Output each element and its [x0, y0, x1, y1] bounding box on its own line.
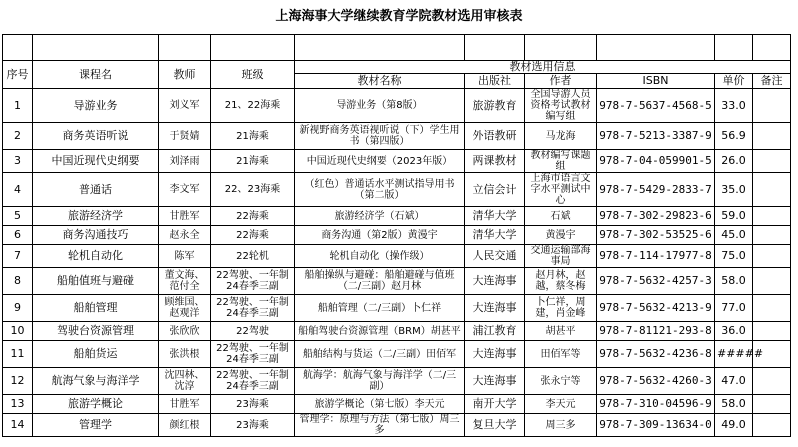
cell-class[interactable]: 22驾驶、一年制24春季三副 — [211, 268, 295, 295]
cell-course[interactable]: 轮机自动化 — [33, 245, 159, 268]
cell-author[interactable]: 赵月林，赵越，蔡冬梅 — [525, 268, 597, 295]
cell-teacher[interactable]: 刘泽雨 — [159, 150, 211, 173]
sheet-title: 上海海事大学继续教育学院教材选用审核表 — [275, 9, 523, 24]
cell-price[interactable]: 33.0 — [715, 89, 753, 123]
cell-book[interactable]: 船舶结构与货运（二/三副）田佰军 — [295, 341, 465, 368]
cell-note[interactable] — [753, 245, 791, 268]
cell-note[interactable] — [753, 268, 791, 295]
table-row — [3, 368, 791, 395]
cell-price[interactable]: 26.0 — [715, 150, 753, 173]
cell-price[interactable]: 75.0 — [715, 245, 753, 268]
cell-author[interactable]: 卜仁祥，周建，肖金峰 — [525, 295, 597, 322]
cell-teacher[interactable]: 刘义军 — [159, 89, 211, 123]
cell-class[interactable]: 21、22海乘 — [211, 89, 295, 123]
cell-author[interactable]: 胡甚平 — [525, 322, 597, 341]
table-row — [3, 123, 791, 150]
cell-isbn[interactable]: 978-7-81121-293-8 — [597, 322, 715, 341]
cell-class[interactable]: 23海乘 — [211, 395, 295, 414]
cell[interactable] — [3, 35, 33, 61]
cell-price[interactable]: 77.0 — [715, 295, 753, 322]
cell-note[interactable] — [753, 207, 791, 226]
table-row — [3, 341, 791, 368]
cell-teacher[interactable]: 沈四林、沈淳 — [159, 368, 211, 395]
cell-author[interactable]: 李天元 — [525, 395, 597, 414]
header-publisher[interactable]: 出版社 — [465, 74, 525, 89]
cell-class[interactable]: 22驾驶、一年制24春季三副 — [211, 295, 295, 322]
table-row — [3, 226, 791, 245]
cell-price[interactable]: 35.0 — [715, 173, 753, 207]
cell-teacher[interactable]: 颜红根 — [159, 414, 211, 437]
cell-price[interactable]: 58.0 — [715, 268, 753, 295]
cell-book[interactable]: 管理学：原理与方法（第七版）周三多 — [295, 414, 465, 437]
cell-publisher[interactable]: 大连海事 — [465, 341, 525, 368]
table-row — [3, 245, 791, 268]
cell-seq[interactable]: 1 — [3, 89, 33, 123]
cell-publisher[interactable]: 大连海事 — [465, 368, 525, 395]
cell-author[interactable]: 上海市语言文字水平测试中心 — [525, 173, 597, 207]
cell-teacher[interactable]: 赵永全 — [159, 226, 211, 245]
review-table — [2, 34, 791, 437]
cell-price[interactable]: 56.9 — [715, 123, 753, 150]
cell-isbn[interactable]: 978-7-5429-2833-7 — [597, 173, 715, 207]
cell-seq[interactable]: 9 — [3, 295, 33, 322]
header-course[interactable]: 课程名 — [33, 61, 159, 89]
cell-course[interactable]: 商务沟通技巧 — [33, 226, 159, 245]
cell-book[interactable]: 中国近现代史纲要（2023年版） — [295, 150, 465, 173]
cell-book[interactable]: 船舶驾驶台资源管理（BRM）胡甚平 — [295, 322, 465, 341]
cell[interactable] — [715, 35, 753, 61]
cell-book[interactable]: 导游业务（第8版） — [295, 89, 465, 123]
cell-price[interactable]: 58.0 — [715, 395, 753, 414]
cell-author[interactable]: 交通运输部海事局 — [525, 245, 597, 268]
cell-note[interactable] — [753, 414, 791, 437]
table-row — [3, 268, 791, 295]
cell-isbn[interactable]: 978-7-5632-4257-3 — [597, 268, 715, 295]
cell-seq[interactable]: 4 — [3, 173, 33, 207]
cell-isbn[interactable]: 978-7-5632-4213-9 — [597, 295, 715, 322]
cell-publisher[interactable]: 浦江教育 — [465, 322, 525, 341]
cell-class[interactable]: 22驾驶 — [211, 322, 295, 341]
cell-publisher[interactable]: 大连海事 — [465, 295, 525, 322]
cell-book[interactable]: 新视野商务英语视听说（下）学生用书（第四版） — [295, 123, 465, 150]
cell-seq[interactable]: 8 — [3, 268, 33, 295]
cell-author[interactable]: 马龙海 — [525, 123, 597, 150]
table-row — [3, 207, 791, 226]
cell-price[interactable]: 45.0 — [715, 226, 753, 245]
cell[interactable] — [753, 35, 791, 61]
cell-book[interactable]: 航海学：航海气象与海洋学（二/三副） — [295, 368, 465, 395]
cell-seq[interactable]: 10 — [3, 322, 33, 341]
table-row — [3, 150, 791, 173]
cell-class[interactable]: 21海乘 — [211, 150, 295, 173]
cell[interactable] — [159, 35, 211, 61]
cell-price[interactable]: 47.0 — [715, 368, 753, 395]
cell-author[interactable]: 田佰军等 — [525, 341, 597, 368]
cell-publisher[interactable]: 立信会计 — [465, 173, 525, 207]
table-row — [3, 295, 791, 322]
header-row-1 — [3, 61, 791, 74]
cell-course[interactable]: 驾驶台资源管理 — [33, 322, 159, 341]
cell-class[interactable]: 22、23海乘 — [211, 173, 295, 207]
cell-book[interactable]: 船舶操纵与避碰：船舶避碰与值班（二/三副）赵月林 — [295, 268, 465, 295]
cell-publisher[interactable]: 两课教材 — [465, 150, 525, 173]
cell-book[interactable]: 船舶管理（二/三副）卜仁祥 — [295, 295, 465, 322]
cell-isbn[interactable]: 978-7-5632-4236-8 — [597, 341, 715, 368]
cell-course[interactable]: 船舶值班与避碰 — [33, 268, 159, 295]
cell-course[interactable]: 航海气象与海洋学 — [33, 368, 159, 395]
header-book[interactable]: 教材名称 — [295, 74, 465, 89]
cell-publisher[interactable]: 复旦大学 — [465, 414, 525, 437]
cell-author[interactable]: 全国导游人员资格考试教材编写组 — [525, 89, 597, 123]
cell-course[interactable]: 船舶货运 — [33, 341, 159, 368]
cell[interactable] — [295, 35, 465, 61]
cell-publisher[interactable]: 清华大学 — [465, 207, 525, 226]
cell-isbn[interactable]: 978-7-310-04596-9 — [597, 395, 715, 414]
table-row — [3, 89, 791, 123]
cell-price[interactable]: ##### — [715, 341, 753, 368]
table-row — [3, 395, 791, 414]
cell-isbn[interactable]: 978-7-5213-3387-9 — [597, 123, 715, 150]
cell-teacher[interactable]: 顾维国、赵观洋 — [159, 295, 211, 322]
table-row — [3, 414, 791, 437]
cell-isbn[interactable]: 978-7-309-13634-0 — [597, 414, 715, 437]
cell-price[interactable]: 36.0 — [715, 322, 753, 341]
cell-isbn[interactable]: 978-7-302-29823-6 — [597, 207, 715, 226]
cell-note[interactable] — [753, 226, 791, 245]
cell-teacher[interactable]: 甘胜军 — [159, 207, 211, 226]
cell-seq[interactable]: 12 — [3, 368, 33, 395]
cell-class[interactable]: 22海乘 — [211, 226, 295, 245]
cell-course[interactable]: 管理学 — [33, 414, 159, 437]
cell-course[interactable]: 船舶管理 — [33, 295, 159, 322]
cell-teacher[interactable]: 甘胜军 — [159, 395, 211, 414]
header-note[interactable]: 备注 — [753, 74, 791, 89]
cell-seq[interactable]: 14 — [3, 414, 33, 437]
header-class[interactable]: 班级 — [211, 61, 295, 89]
cell-author[interactable]: 石斌 — [525, 207, 597, 226]
cell[interactable] — [33, 35, 159, 61]
cell[interactable] — [525, 35, 597, 61]
table-row — [3, 173, 791, 207]
header-group[interactable]: 教材选用信息 — [295, 61, 791, 74]
cell-publisher[interactable]: 清华大学 — [465, 226, 525, 245]
cell-isbn[interactable]: 978-7-5632-4260-3 — [597, 368, 715, 395]
cell-course[interactable]: 旅游学概论 — [33, 395, 159, 414]
cell-note[interactable] — [753, 123, 791, 150]
cell-note[interactable] — [753, 322, 791, 341]
cell-seq[interactable]: 3 — [3, 150, 33, 173]
cell-isbn[interactable]: 978-7-5637-4568-5 — [597, 89, 715, 123]
cell-seq[interactable]: 13 — [3, 395, 33, 414]
cell-note[interactable] — [753, 295, 791, 322]
cell-publisher[interactable]: 外语教研 — [465, 123, 525, 150]
cell-teacher[interactable]: 董文海、范付全 — [159, 268, 211, 295]
cell[interactable] — [211, 35, 295, 61]
cell-note[interactable] — [753, 150, 791, 173]
cell-seq[interactable]: 2 — [3, 123, 33, 150]
cell-seq[interactable]: 7 — [3, 245, 33, 268]
cell-note[interactable] — [753, 368, 791, 395]
cell-author[interactable]: 教材编写课题组 — [525, 150, 597, 173]
cell-teacher[interactable]: 陈军 — [159, 245, 211, 268]
cell-class[interactable]: 22驾驶、一年制24春季三副 — [211, 341, 295, 368]
header-isbn[interactable]: ISBN — [597, 74, 715, 89]
cell-course[interactable]: 商务英语听说 — [33, 123, 159, 150]
cell-teacher[interactable]: 李文军 — [159, 173, 211, 207]
cell-course[interactable]: 中国近现代史纲要 — [33, 150, 159, 173]
cell-isbn[interactable]: 978-7-114-17977-8 — [597, 245, 715, 268]
cell-course[interactable]: 导游业务 — [33, 89, 159, 123]
cell-book[interactable]: 轮机自动化（操作级） — [295, 245, 465, 268]
cell-seq[interactable]: 6 — [3, 226, 33, 245]
cell-publisher[interactable]: 大连海事 — [465, 268, 525, 295]
cell-seq[interactable]: 11 — [3, 341, 33, 368]
cell-publisher[interactable]: 旅游教育 — [465, 89, 525, 123]
cell-class[interactable]: 22海乘 — [211, 207, 295, 226]
cell-note[interactable] — [753, 89, 791, 123]
header-author[interactable]: 作者 — [525, 74, 597, 89]
cell-class[interactable]: 22驾驶、一年制24春季三副 — [211, 368, 295, 395]
cell-class[interactable]: 22轮机 — [211, 245, 295, 268]
cell-book[interactable]: 旅游学概论（第七版）李天元 — [295, 395, 465, 414]
cell-isbn[interactable]: 978-7-302-53525-6 — [597, 226, 715, 245]
cell-book[interactable]: （红色）普通话水平测试指导用书（第二版） — [295, 173, 465, 207]
cell-note[interactable] — [753, 173, 791, 207]
header-teacher[interactable]: 教师 — [159, 61, 211, 89]
cell-publisher[interactable]: 南开大学 — [465, 395, 525, 414]
header-price[interactable]: 单价 — [715, 74, 753, 89]
cell-class[interactable]: 23海乘 — [211, 414, 295, 437]
cell-teacher[interactable]: 张洪根 — [159, 341, 211, 368]
cell-teacher[interactable]: 于贤婧 — [159, 123, 211, 150]
cell-course[interactable]: 普通话 — [33, 173, 159, 207]
cell-author[interactable]: 张永宁等 — [525, 368, 597, 395]
header-seq[interactable]: 序号 — [3, 61, 33, 89]
cell[interactable] — [597, 35, 715, 61]
cell-author[interactable]: 周三多 — [525, 414, 597, 437]
cell-price[interactable]: 59.0 — [715, 207, 753, 226]
cell-class[interactable]: 21海乘 — [211, 123, 295, 150]
cell-course[interactable]: 旅游经济学 — [33, 207, 159, 226]
cell-publisher[interactable]: 人民交通 — [465, 245, 525, 268]
cell[interactable] — [465, 35, 525, 61]
cell-book[interactable]: 旅游经济学（石斌） — [295, 207, 465, 226]
blank-row — [3, 35, 791, 61]
cell-book[interactable]: 商务沟通（第2版）黄漫宇 — [295, 226, 465, 245]
cell-isbn[interactable]: 978-7-04-059901-5 — [597, 150, 715, 173]
cell-teacher[interactable]: 张欣欣 — [159, 322, 211, 341]
cell-seq[interactable]: 5 — [3, 207, 33, 226]
table-row — [3, 322, 791, 341]
cell-note[interactable] — [753, 395, 791, 414]
cell-author[interactable]: 黄漫宇 — [525, 226, 597, 245]
cell-price[interactable]: 49.0 — [715, 414, 753, 437]
